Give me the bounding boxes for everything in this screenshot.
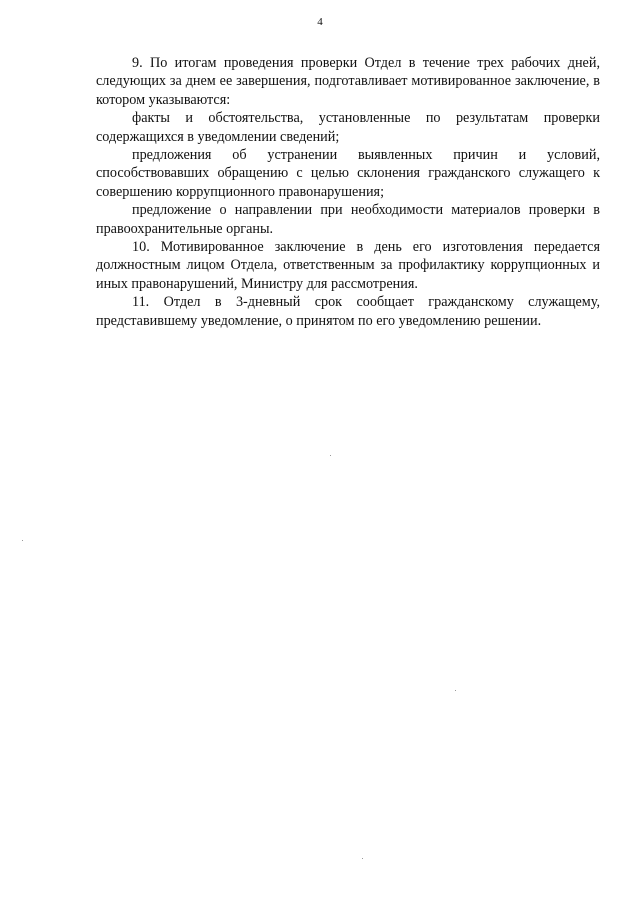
paragraph-referral: предложение о направлении при необходимости материалов проверки в правоохранительные органы. xyxy=(96,202,600,237)
paragraph-9: 9. По итогам проведения проверки Отдел в течение трех рабочих дней, следующих за днем ее завершения, подготавливает мотивированное заключение, в котором указываются: xyxy=(96,55,600,108)
page-number: 4 xyxy=(317,16,323,28)
document-body xyxy=(96,54,600,330)
paragraph-proposals: предложения об устранении выявленных причин и условий, способствовавших обращению с целью склонения гражданского служащего к совершению коррупционного правонарушения; xyxy=(96,147,600,200)
scan-speck xyxy=(362,858,363,859)
scan-speck xyxy=(455,690,456,691)
paragraph-facts: факты и обстоятельства, установленные по результатам проверки содержащихся в уведомлении сведений; xyxy=(96,110,600,145)
paragraph-11: 11. Отдел в 3-дневный срок сообщает гражданскому служащему, представившему уведомление, о принятом по его уведомлению решении. xyxy=(96,294,600,329)
scan-speck xyxy=(330,455,331,456)
paragraph-10: 10. Мотивированное заключение в день его изготовления передается должностным лицом Отдела, ответственным за профилактику коррупционных и иных правонарушений, Министру для рассмотрения. xyxy=(96,239,600,292)
scan-speck xyxy=(22,540,23,541)
